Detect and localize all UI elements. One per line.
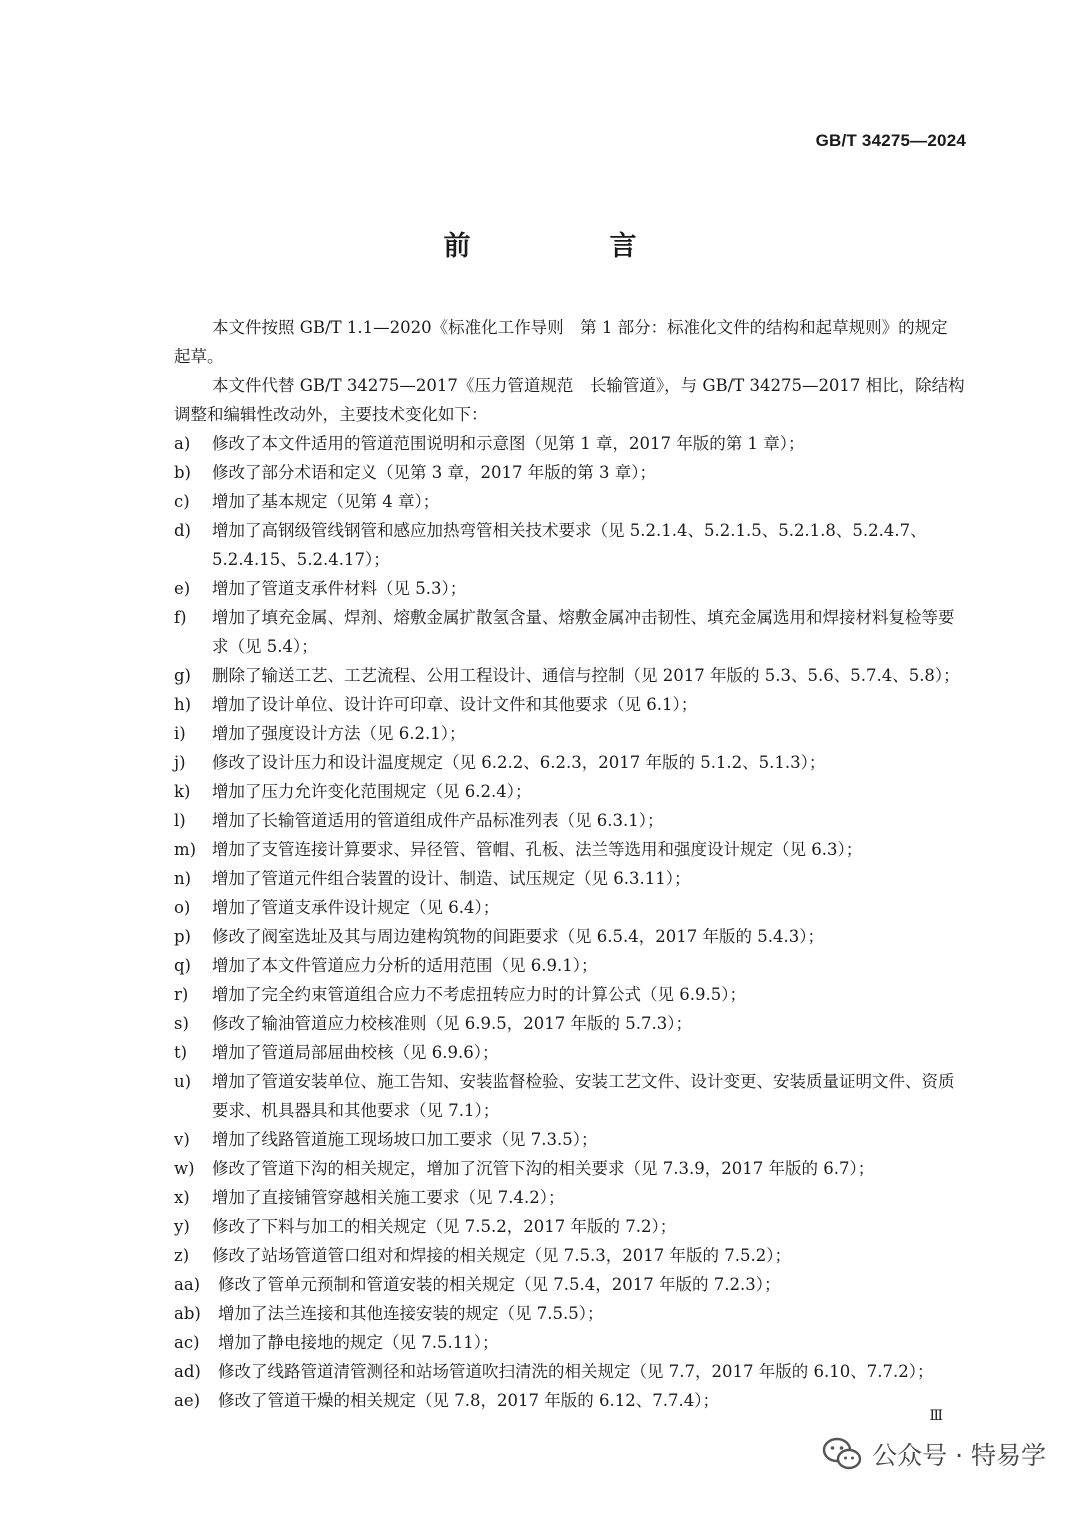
list-item-text: 增加了填充金属、焊剂、熔敷金属扩散氢含量、熔敷金属冲击韧性、填充金属选用和焊接材料复检等要求（见 5.4）； — [212, 608, 955, 656]
list-item-label: aa) — [174, 1275, 201, 1294]
list-item-label: c) — [174, 492, 190, 511]
list-item-text: 增加了直接铺管穿越相关施工要求（见 7.4.2）； — [212, 1188, 565, 1207]
list-item-text: 修改了线路管道清管测径和站场管道吹扫清洗的相关规定（见 7.7，2017 年版的 6.10、7.7.2）； — [218, 1362, 934, 1381]
list-item-text: 增加了高钢级管线钢管和感应加热弯管相关技术要求（见 5.2.1.4、5.2.1.5、5.2.1.8、5.2.4.7、5.2.4.15、5.2.4.17）； — [212, 521, 927, 569]
list-item — [174, 1299, 966, 1328]
list-item-text: 增加了压力允许变化范围规定（见 6.2.4）； — [212, 782, 532, 801]
list-item-label: l) — [174, 811, 186, 830]
list-item-text: 增加了设计单位、设计许可印章、设计文件和其他要求（见 6.1）； — [212, 695, 698, 714]
list-item — [174, 922, 966, 951]
list-item — [174, 1386, 966, 1415]
list-item-text: 修改了管道干燥的相关规定（见 7.8，2017 年版的 6.12、7.7.4）； — [218, 1391, 719, 1410]
list-item — [174, 719, 966, 748]
intro-paragraph — [136, 371, 966, 429]
list-item-label: q) — [174, 956, 191, 975]
list-item-label: x) — [174, 1188, 190, 1207]
list-item — [174, 1183, 966, 1212]
list-item — [174, 1270, 966, 1299]
list-item-text: 修改了管道下沟的相关规定，增加了沉管下沟的相关要求（见 7.3.9，2017 年版的 6.7）； — [212, 1159, 875, 1178]
list-item — [174, 574, 966, 603]
list-item — [174, 1125, 966, 1154]
list-item-text: 修改了设计压力和设计温度规定（见 6.2.2、6.2.3，2017 年版的 5.1.2、5.1.3）； — [212, 753, 826, 772]
page-title: 前 言 — [443, 231, 693, 262]
list-item-label: h) — [174, 695, 192, 714]
list-item-label: p) — [174, 927, 191, 946]
list-item — [174, 1212, 966, 1241]
list-item-label: o) — [174, 898, 191, 917]
watermark-text: 公众号 · 特易学 — [872, 1441, 1046, 1470]
list-item-label: ac) — [174, 1333, 200, 1352]
list-item — [174, 690, 966, 719]
list-item-text: 修改了下料与加工的相关规定（见 7.5.2，2017 年版的 7.2）； — [212, 1217, 677, 1236]
list-item-label: u) — [174, 1072, 192, 1091]
watermark — [822, 1436, 1046, 1472]
list-item-label: m) — [174, 840, 197, 859]
list-item-text: 修改了阀室选址及其与周边建构筑物的间距要求（见 6.5.4，2017 年版的 5.4.3）； — [212, 927, 824, 946]
list-item-label: e) — [174, 579, 191, 598]
list-item — [174, 980, 966, 1009]
list-item — [174, 661, 966, 690]
list-item — [174, 429, 966, 458]
list-item-label: d) — [174, 521, 191, 540]
list-item-text: 增加了基本规定（见第 4 章）； — [212, 492, 440, 511]
list-item-text: 增加了完全约束管道组合应力不考虑扭转应力时的计算公式（见 6.9.5）； — [212, 985, 746, 1004]
list-item-label: b) — [174, 463, 191, 482]
intro-line: 起草。 — [174, 347, 224, 366]
intro-line: 调整和编辑性改动外，主要技术变化如下： — [174, 405, 488, 424]
list-item-text: 增加了管道安装单位、施工告知、安装监督检验、安装工艺文件、设计变更、安装质量证明文件、资质要求、机具器具和其他要求（见 7.1）； — [212, 1072, 955, 1120]
list-item — [174, 748, 966, 777]
list-item-text: 增加了管道支承件材料（见 5.3）； — [212, 579, 467, 598]
page-number: Ⅲ — [929, 1408, 943, 1424]
list-item-label: g) — [174, 666, 191, 685]
list-item-text: 增加了静电接地的规定（见 7.5.11）； — [218, 1333, 499, 1352]
list-item-label: a) — [174, 434, 191, 453]
list-item — [174, 1328, 966, 1357]
list-item — [174, 1067, 966, 1125]
list-item-label: v) — [174, 1130, 190, 1149]
list-item — [174, 1241, 966, 1270]
wechat-icon — [822, 1437, 862, 1471]
list-item-text: 增加了管道支承件设计规定（见 6.4）； — [212, 898, 500, 917]
list-item-label: ab) — [174, 1304, 201, 1323]
list-item-text: 修改了输油管道应力校核准则（见 6.9.5，2017 年版的 5.7.3）； — [212, 1014, 692, 1033]
list-item-text: 修改了部分术语和定义（见第 3 章，2017 年版的第 3 章）； — [212, 463, 656, 482]
list-item — [174, 893, 966, 922]
list-item-text: 增加了法兰连接和其他连接安装的规定（见 7.5.5）； — [218, 1304, 604, 1323]
list-item-text: 修改了本文件适用的管道范围说明和示意图（见第 1 章，2017 年版的第 1 章）； — [212, 434, 805, 453]
intro-line: 本文件代替 GB/T 34275—2017《压力管道规范 长输管道》，与 GB/T 34275—2017 相比，除结构 — [212, 376, 965, 395]
standard-code: GB/T 34275—2024 — [815, 131, 966, 150]
document-body — [174, 313, 966, 1415]
list-item — [174, 777, 966, 806]
list-item-label: ae) — [174, 1391, 201, 1410]
list-item — [174, 516, 966, 574]
list-item-label: n) — [174, 869, 192, 888]
list-item-text: 增加了本文件管道应力分析的适用范围（见 6.9.1）； — [212, 956, 598, 975]
list-item — [174, 603, 966, 661]
list-item — [174, 487, 966, 516]
list-item-label: y) — [174, 1217, 190, 1236]
list-item — [174, 458, 966, 487]
list-item-label: ad) — [174, 1362, 201, 1381]
list-item — [174, 1009, 966, 1038]
list-item-label: k) — [174, 782, 191, 801]
list-item-text: 删除了输送工艺、工艺流程、公用工程设计、通信与控制（见 2017 年版的 5.3、5.6、5.7.4、5.8）； — [212, 666, 960, 685]
list-item-label: i) — [174, 724, 186, 743]
list-item — [174, 835, 966, 864]
list-item — [174, 1154, 966, 1183]
intro-paragraph — [136, 313, 966, 371]
list-item-text: 增加了支管连接计算要求、异径管、管帽、孔板、法兰等选用和强度设计规定（见 6.3）； — [212, 840, 863, 859]
list-item-text: 增加了管道局部屈曲校核（见 6.9.6）； — [212, 1043, 499, 1062]
list-item-text: 修改了管单元预制和管道安装的相关规定（见 7.5.4，2017 年版的 7.2.3）； — [218, 1275, 781, 1294]
list-item — [174, 951, 966, 980]
intro-line: 本文件按照 GB/T 1.1—2020《标准化工作导则 第 1 部分：标准化文件的结构和起草规则》的规定 — [212, 318, 948, 337]
list-item-label: f) — [174, 608, 187, 627]
change-list — [174, 429, 966, 1415]
list-item-label: z) — [174, 1246, 190, 1265]
list-item-text: 增加了管道元件组合装置的设计、制造、试压规定（见 6.3.11）； — [212, 869, 691, 888]
list-item-text: 修改了站场管道管口组对和焊接的相关规定（见 7.5.3，2017 年版的 7.5.2）； — [212, 1246, 791, 1265]
list-item-label: t) — [174, 1043, 188, 1062]
list-item-label: w) — [174, 1159, 195, 1178]
list-item — [174, 1038, 966, 1067]
list-item-label: r) — [174, 985, 189, 1004]
list-item-text: 增加了强度设计方法（见 6.2.1）； — [212, 724, 466, 743]
list-item — [174, 1357, 966, 1386]
list-item-label: j) — [174, 753, 186, 772]
list-item-label: s) — [174, 1014, 189, 1033]
list-item — [174, 864, 966, 893]
list-item — [174, 806, 966, 835]
list-item-text: 增加了线路管道施工现场坡口加工要求（见 7.3.5）； — [212, 1130, 598, 1149]
list-item-text: 增加了长输管道适用的管道组成件产品标准列表（见 6.3.1）； — [212, 811, 664, 830]
